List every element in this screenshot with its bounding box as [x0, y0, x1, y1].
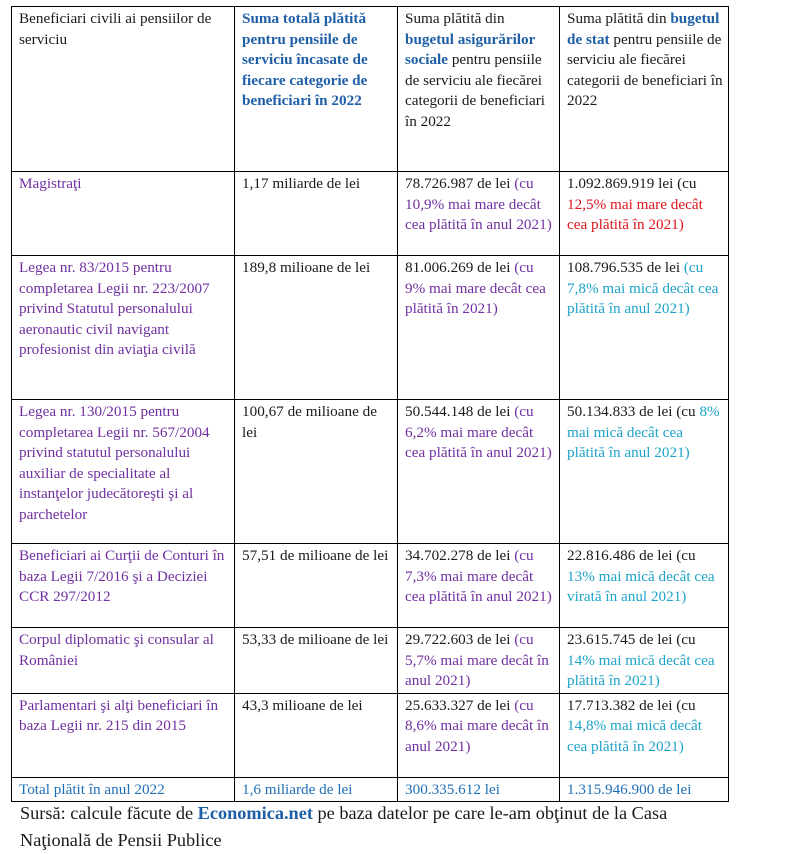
row-state: [560, 400, 729, 544]
social-note: (cu 6,2% mai mare decât cea plătită în anul 2021): [405, 403, 552, 462]
social-note: (cu 8,6% mai mare decât în anul 2021): [405, 696, 549, 755]
total-sum: 1,6 miliarde de lei: [235, 777, 398, 802]
total-row: [12, 777, 729, 802]
row-total: 100,67 de milioane de lei: [235, 400, 398, 544]
source-brand: Economica.net: [197, 803, 313, 823]
row-social: [398, 256, 560, 400]
header-state-budget: [560, 7, 729, 172]
social-amount: 78.726.987 de lei: [405, 175, 511, 192]
header-col3-highlight: bugetul asigurărilor sociale: [405, 30, 536, 69]
header-col3-post: pentru pensiile de serviciu ale fiecărei categorii de beneficiari în 2022: [405, 51, 545, 130]
state-note: 8% mai mică decât cea plătită în anul 2021): [567, 403, 720, 462]
row-social: [398, 693, 560, 777]
row-total: 43,3 milioane de lei: [235, 693, 398, 777]
header-total-paid: [235, 7, 398, 172]
row-state: [560, 544, 729, 628]
social-amount: 29.722.603 de lei: [405, 631, 511, 648]
state-amount: 1.092.869.919 lei (cu: [567, 175, 697, 192]
row-social: [398, 544, 560, 628]
source-post: pe baza datelor pe care le-am obţinut de la Casa Naţională de Pensii Publice: [20, 803, 668, 850]
row-state: [560, 256, 729, 400]
row-name: Legea nr. 83/2015 pentru completarea Legii nr. 223/2007 privind Statutul personalului aeronautic civil navigant profesionist din aviaţia civilă: [12, 256, 235, 400]
table-row: [12, 172, 729, 256]
source-pre: Sursă: calcule făcute de: [20, 803, 198, 823]
row-total: 53,33 de milioane de lei: [235, 628, 398, 694]
social-amount: 50.544.148 de lei: [405, 403, 511, 420]
state-amount: 50.134.833 de lei (cu: [567, 403, 696, 420]
state-amount: 22.816.486 de lei (cu: [567, 547, 696, 564]
social-amount: 25.633.327 de lei: [405, 696, 511, 714]
row-total: 57,51 de milioane de lei: [235, 544, 398, 628]
state-note: 14,8% mai mică decât cea plătită în 2021): [567, 717, 702, 755]
social-amount: 34.702.278 de lei: [405, 547, 511, 564]
state-note: 14% mai mică decât cea plătită în 2021): [567, 651, 715, 690]
pensions-table: [11, 6, 729, 802]
row-name: Beneficiari ai Curţii de Conturi în baza Legii 7/2016 şi a Deciziei CCR 297/2012: [12, 544, 235, 628]
header-row: [12, 7, 729, 172]
state-amount: 23.615.745 de lei (cu: [567, 631, 696, 648]
total-state: 1.315.946.900 de lei: [560, 777, 729, 802]
row-state: [560, 693, 729, 777]
social-note: (cu 5,7% mai mare decât în anul 2021): [405, 631, 549, 690]
table-row: [12, 256, 729, 400]
row-total: 189,8 milioane de lei: [235, 256, 398, 400]
table-row: [12, 400, 729, 544]
table-row: [12, 544, 729, 628]
row-name: Magistraţi: [12, 172, 235, 256]
state-amount: 108.796.535 de lei: [567, 259, 681, 276]
row-state: [560, 628, 729, 694]
social-note: (cu 9% mai mare decât cea plătită în 2021): [405, 259, 546, 318]
row-name: Parlamentari şi alţi beneficiari în baza Legii nr. 215 din 2015: [12, 693, 235, 777]
row-social: [398, 172, 560, 256]
header-col2-text: Suma totală plătită pentru pensiile de serviciu încasate de fiecare categorie de beneficiari în 2022: [242, 10, 368, 110]
social-amount: 81.006.269 de lei: [405, 259, 511, 276]
total-label: Total plătit în anul 2022: [12, 777, 235, 802]
header-col4-highlight: bugetul de stat: [567, 10, 720, 48]
header-social-budget: [398, 7, 560, 172]
row-name: Corpul diplomatic şi consular al României: [12, 628, 235, 694]
row-state: [560, 172, 729, 256]
social-note: (cu 7,3% mai mare decât cea plătită în anul 2021): [405, 547, 552, 606]
row-social: [398, 628, 560, 694]
header-col1-text: Beneficiari civili ai pensiilor de serviciu: [19, 10, 212, 48]
header-beneficiaries: [12, 7, 235, 172]
header-col3-pre: Suma plătită din: [405, 10, 505, 27]
table-row: [12, 628, 729, 694]
state-note: 12,5% mai mare decât cea plătită în 2021): [567, 195, 703, 234]
table-row: [12, 693, 729, 777]
source-note: [20, 800, 740, 854]
state-note: 13% mai mică decât cea virată în anul 2021): [567, 567, 715, 606]
row-total: 1,17 miliarde de lei: [235, 172, 398, 256]
total-social: 300.335.612 lei: [398, 777, 560, 802]
social-note: (cu 10,9% mai mare decât cea plătită în anul 2021): [405, 175, 552, 234]
state-amount: 17.713.382 de lei (cu: [567, 696, 696, 714]
row-social: [398, 400, 560, 544]
state-note: (cu 7,8% mai mică decât cea plătită în anul 2021): [567, 259, 719, 318]
row-name: Legea nr. 130/2015 pentru completarea Legii nr. 567/2004 privind statutul personalului auxiliar de specialitate al instanţelor judecătoreşti şi al parchetelor: [12, 400, 235, 544]
header-col4-pre: Suma plătită din: [567, 10, 671, 27]
header-col4-post: pentru pensiile de serviciu ale fiecărei categorii de beneficiari în 2022: [567, 30, 723, 110]
